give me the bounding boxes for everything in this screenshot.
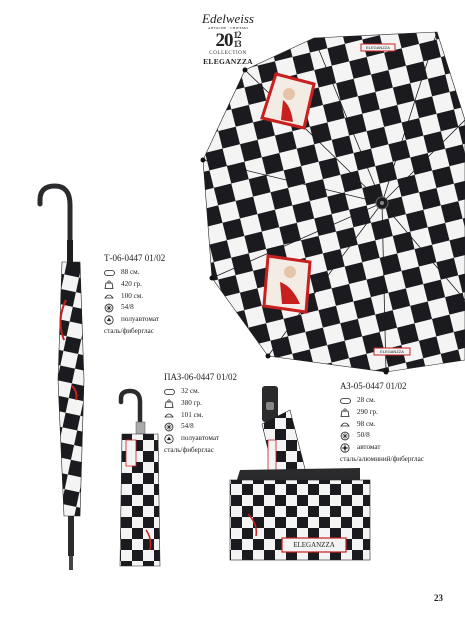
spec-weight: 380 гр. xyxy=(164,398,237,410)
spec-weight: 420 гр. xyxy=(104,279,165,291)
pinup-print-bottom xyxy=(264,256,310,312)
spec-material: сталь/алюминий/фиберглас xyxy=(340,454,424,463)
spec-weight: 290 гр. xyxy=(340,407,424,419)
spec-diameter: 98 см. xyxy=(340,419,424,431)
canopy-tag-label: ELEGANZZA xyxy=(366,45,390,50)
compact-umbrella-image xyxy=(120,391,160,566)
diameter-icon xyxy=(164,410,178,420)
page-number: 23 xyxy=(434,593,443,603)
spokes-icon xyxy=(340,431,354,441)
year-small-bottom: 13 xyxy=(233,39,241,49)
mechanism-icon xyxy=(104,315,118,325)
product-code: ПАЗ-06-0447 01/02 xyxy=(164,372,238,382)
collection-word: COLLECTION xyxy=(209,51,247,56)
diameter-icon xyxy=(104,291,118,301)
spec-length: 32 см. xyxy=(164,386,237,398)
spec-block-compact xyxy=(164,371,237,457)
spec-spokes: 54/8 xyxy=(164,421,237,433)
spec-block-cane xyxy=(104,252,165,338)
canopy-tag-label-bottom: ELEGANZZA xyxy=(380,349,404,354)
product-code: АЗ-05-0447 01/02 xyxy=(340,381,407,391)
collection-logo xyxy=(198,12,258,66)
weight-icon xyxy=(104,280,118,290)
length-icon xyxy=(164,387,178,397)
spec-spokes: 54/8 xyxy=(104,302,165,314)
spec-spokes: 50/8 xyxy=(340,430,424,442)
cane-umbrella-image xyxy=(40,186,84,570)
brand-tagline: АВТОСНЕ · CHIFEMO xyxy=(207,26,249,30)
spec-material: сталь/фиберглас xyxy=(104,326,154,335)
year-big: 20 xyxy=(215,30,233,51)
spec-diameter: 100 см. xyxy=(104,291,165,303)
length-icon xyxy=(104,268,118,278)
collection-year xyxy=(198,31,258,50)
spec-mechanism: автомат xyxy=(340,442,424,454)
length-icon xyxy=(340,396,354,406)
case-tag-label: ELEGANZZA xyxy=(293,541,335,549)
weight-icon xyxy=(164,399,178,409)
brand-name: Edelweiss xyxy=(202,11,254,26)
product-code: Т-06-0447 01/02 xyxy=(104,253,166,263)
spec-material: сталь/фиберглас xyxy=(164,445,214,454)
spec-mechanism: полуавтомат xyxy=(104,314,165,326)
spokes-icon xyxy=(164,422,178,432)
year-small-top: 12 xyxy=(233,30,241,40)
diameter-icon xyxy=(340,419,354,429)
weight-icon xyxy=(340,408,354,418)
spec-length: 88 см. xyxy=(104,267,165,279)
spec-diameter: 101 см. xyxy=(164,410,237,422)
mechanism-icon xyxy=(340,443,354,453)
spokes-icon xyxy=(104,303,118,313)
spec-block-automatic xyxy=(340,380,424,466)
spec-length: 28 см. xyxy=(340,395,424,407)
collection-name: ELEGANZZA xyxy=(203,57,253,66)
mechanism-icon xyxy=(164,434,178,444)
spec-mechanism: полуавтомат xyxy=(164,433,237,445)
